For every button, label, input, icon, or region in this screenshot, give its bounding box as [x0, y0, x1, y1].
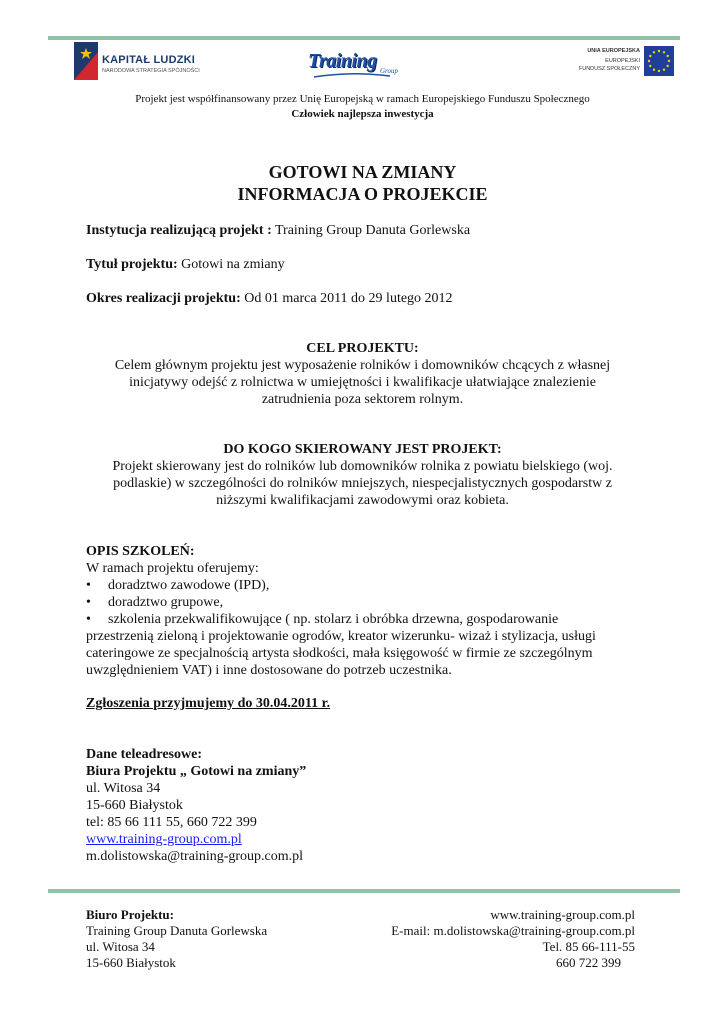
eu-logo-line3: FUNDUSZ SPOŁECZNY [578, 66, 640, 72]
project-title-value: Gotowi na zmiany [177, 257, 285, 272]
footer-mobile: 660 722 399 [556, 955, 621, 970]
swoosh-icon [312, 72, 392, 80]
eu-logo-line2: EUROPEJSKI [605, 58, 640, 64]
project-title-line [86, 256, 285, 273]
kapital-ludzki-emblem-icon [74, 42, 98, 80]
eu-logo-line1: UNIA EUROPEJSKA [587, 48, 640, 54]
footer-website: www.training-group.com.pl [490, 907, 635, 922]
target-line: podlaskie) w szczególności do rolników mniejszych, niespecjalistycznych gospodarstw z [113, 476, 612, 491]
target-line: Projekt skierowany jest do rolników lub domowników rolnika z powiatu bielskiego (woj. [112, 459, 613, 474]
project-title-label: Tytuł projektu: [86, 257, 178, 272]
bullet-icon: • [86, 612, 91, 627]
kapital-ludzki-logo [74, 42, 204, 82]
target-line: niższymi kwalifikacjami zawodowymi oraz kobieta. [216, 493, 509, 508]
training-intro: W ramach projektu oferujemy: [86, 561, 259, 576]
training-item [86, 594, 224, 611]
target-heading: DO KOGO SKIEROWANY JEST PROJEKT: [223, 442, 502, 457]
contact-city: 15-660 Białystok [86, 798, 183, 813]
institution-line [86, 222, 470, 239]
training-heading: OPIS SZKOLEŃ: [86, 544, 195, 559]
footer-company: Training Group Danuta Gorlewska [86, 923, 268, 938]
training-item-text: doradztwo grupowe, [108, 595, 224, 610]
institution-label: Instytucja realizującą projekt : [86, 223, 272, 238]
contact-tel: tel: 85 66 111 55, 660 722 399 [86, 815, 257, 830]
eu-flag-icon [644, 46, 674, 76]
top-rule [48, 36, 680, 40]
kapital-ludzki-title: KAPITAŁ LUDZKI [102, 54, 196, 66]
footer-label: Biuro Projektu: [86, 907, 174, 922]
goal-line: zatrudnienia poza sektorem rolnym. [261, 392, 464, 407]
footer-street: ul. Witosa 34 [86, 939, 155, 954]
goal-line: Celem głównym projektu jest wyposażenie rolników i domowników chcących z własnej [114, 358, 611, 373]
period-line [86, 290, 453, 307]
footer-city: 15-660 Białystok [86, 955, 176, 970]
goal-heading: CEL PROJEKTU: [306, 341, 419, 356]
footer-phone: Tel. 85 66-111-55 [542, 939, 635, 954]
contact-www-wrap [86, 831, 242, 848]
period-value: Od 01 marca 2011 do 29 lutego 2012 [240, 291, 453, 306]
training-group-logo [308, 50, 408, 84]
training-group-logo-name: Training [308, 50, 377, 72]
institution-value: Training Group Danuta Gorlewska [271, 223, 471, 238]
training-item-text: szkolenia przekwalifikowujące ( np. stolarz i obróbka drzewna, gospodarowanie [108, 612, 559, 627]
contact-heading: Dane teleadresowe: [86, 747, 202, 762]
footer-email: E-mail: m.dolistowska@training-group.com.pl [391, 923, 635, 938]
training-cont: uwzględnieniem VAT) i inne dostosowane do potrzeb uczestnika. [86, 663, 452, 678]
doc-title-line1: GOTOWI NA ZMIANY [268, 162, 457, 182]
training-item-text: doradztwo zawodowe (IPD), [108, 578, 270, 593]
training-cont: cateringowe ze specjalnością artysta słodkości, mała księgowość w firmie ze szczególnym [86, 646, 593, 661]
contact-street: ul. Witosa 34 [86, 781, 161, 796]
period-label: Okres realizacji projektu: [86, 291, 241, 306]
contact-email: m.dolistowska@training-group.com.pl [86, 849, 304, 864]
website-link[interactable]: www.training-group.com.pl [86, 832, 242, 847]
eu-logo [556, 44, 674, 80]
cofinance-note: Projekt jest współfinansowany przez Unię Europejską w ramach Europejskiego Funduszu Społecznego [135, 93, 590, 105]
training-group-logo-sub: Group [380, 67, 399, 75]
training-item [86, 611, 559, 628]
training-cont: przestrzenią zieloną i projektowanie ogrodów, kreator wizerunku- wizaż i stylizacja, usługi [86, 629, 596, 644]
deadline: Zgłoszenia przyjmujemy do 30.04.2011 r. [86, 696, 331, 711]
bottom-rule [48, 889, 680, 893]
goal-line: inicjatywy odejść z rolnictwa w umiejętności i kwalifikacje ułatwiające znalezienie [129, 375, 596, 390]
motto: Człowiek najlepsza inwestycja [291, 108, 434, 120]
doc-title-line2: INFORMACJA O PROJEKCIE [237, 184, 488, 204]
bullet-icon: • [86, 595, 91, 610]
bullet-icon: • [86, 578, 91, 593]
contact-office: Biura Projektu „ Gotowi na zmiany” [86, 764, 307, 779]
training-item [86, 577, 270, 594]
kapital-ludzki-subtitle: NARODOWA STRATEGIA SPÓJNOŚCI [102, 68, 200, 74]
